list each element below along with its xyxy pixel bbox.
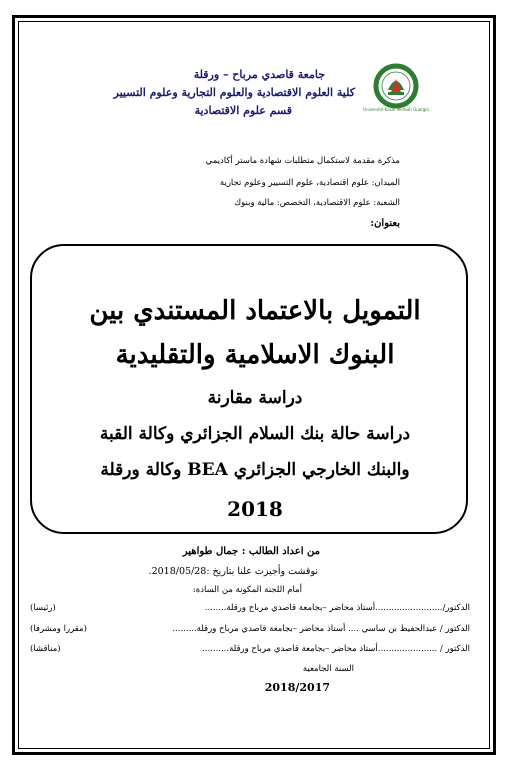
jury-member-role: (رئيسا) [30,603,56,613]
seal-caption: Université Kasdi Merbah Ouargla [363,107,429,112]
defense-date: نوقشت وأجيزت علنا بتاريخ :2018/05/28. [148,566,318,577]
jury-member-name: الدكتور/.........................أستاذ محاضر –بجامعة قاصدي مرباح ورقلة........ [204,603,470,613]
thesis-title-line2: البنوك الاسلامية والتقليدية [115,340,395,370]
memo-branch: الشعبة: علوم الاقتصادية، التخصص: مالية وبنوك [234,198,400,208]
department-name: قسم علوم الاقتصادية [194,104,292,117]
case-study-line2: والبنك الخارجي الجزائري BEA وكالة ورقلة [100,460,410,480]
student-name: من اعداد الطالب : جمال طواهير [182,546,320,557]
jury-member [30,603,470,613]
jury-member [30,644,470,654]
memo-field: الميدان: علوم اقتصادية، علوم التسيير وعلوم تجارية [219,178,400,188]
thesis-title-line1: التمويل بالاعتماد المستندي بين [89,296,421,326]
faculty-name: كلية العلوم الاقتصادية والعلوم التجارية وعلوم التسيير [113,86,355,99]
academic-year-label: السنة الجامعية [302,664,354,674]
memo-purpose: مذكرة مقدمة لاستكمال متطلبات شهادة ماستر أكاديمي [205,156,400,166]
jury-member-role: (مناقشا) [30,644,61,654]
jury-member-role: (مقررا ومشرفا) [30,624,87,634]
jury-heading: أمام اللجنة المكونة من السادة: [192,585,302,595]
thesis-year: 2018 [227,497,283,521]
university-name: جامعة قاصدي مرباح – ورقلة [193,68,325,81]
thesis-subtitle: دراسة مقارنة [207,388,303,408]
title-heading: بعنوان: [370,218,400,229]
academic-year: 2018/2017 [264,681,330,694]
jury-member-name: الدكتور / ......................أستاذ محاضر –بجامعة قاصدي مرباح ورقلة.......... [202,644,470,654]
jury-member [30,624,470,634]
case-study-line1: دراسة حالة بنك السلام الجزائري وكالة القبة [99,424,411,444]
university-seal-icon [363,62,429,114]
jury-member-name: الدكتور / عبدالحفيظ بن ساسي .... أستاذ محاضر –بجامعة قاصدي مرباح ورقلة......... [172,624,470,634]
